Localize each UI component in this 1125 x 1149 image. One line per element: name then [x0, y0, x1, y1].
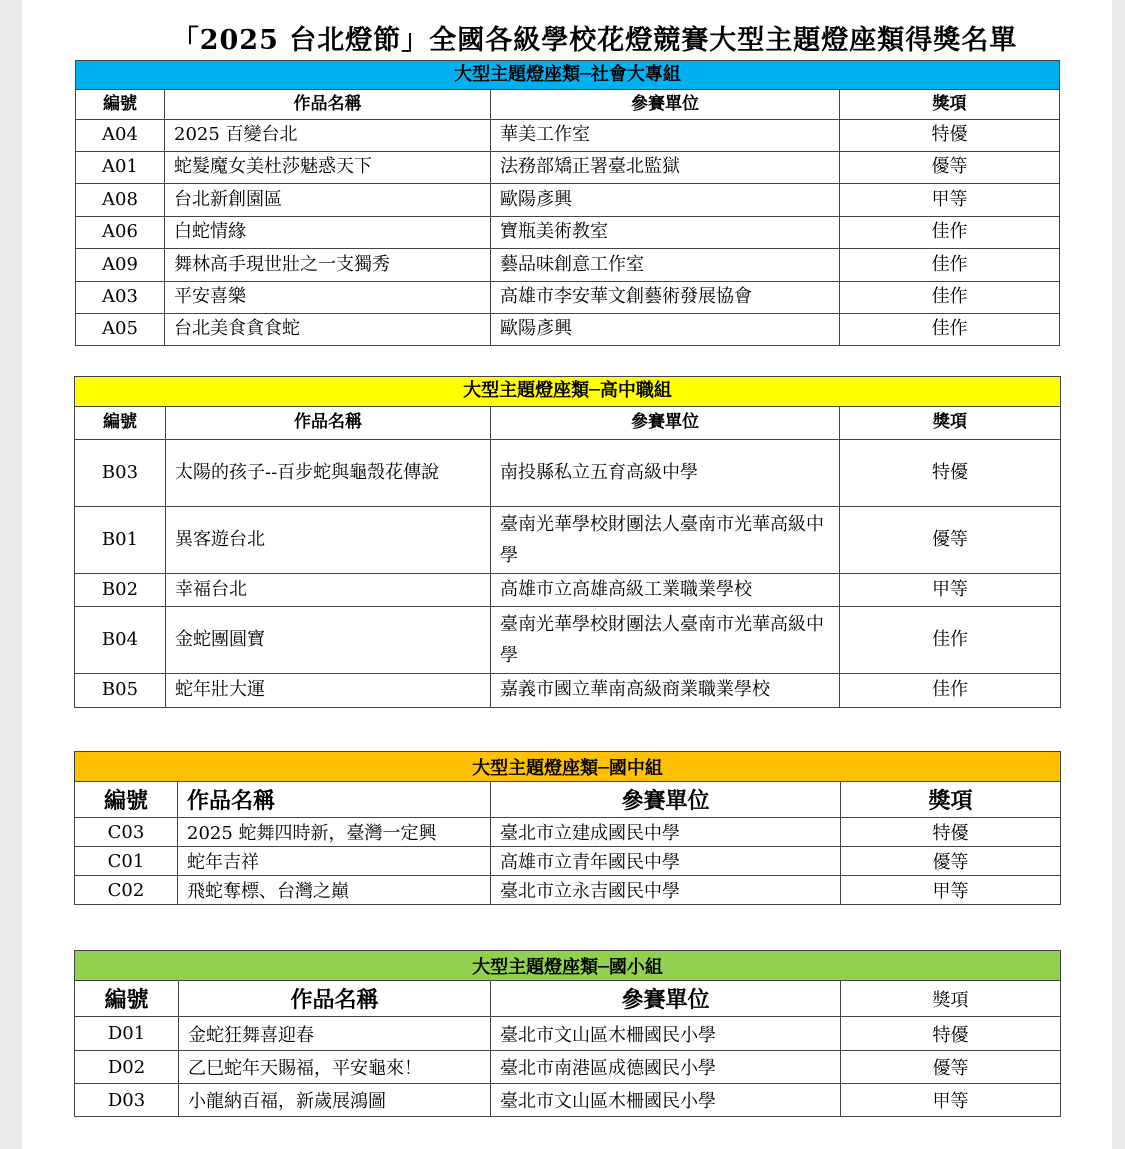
cell-award: 特優: [840, 440, 1061, 507]
cell-unit: 法務部矯正署臺北監獄: [491, 152, 840, 184]
header-unit: 參賽單位: [491, 782, 841, 818]
cell-award: 佳作: [840, 217, 1060, 249]
header-unit: 參賽單位: [491, 407, 840, 440]
cell-award: 甲等: [841, 876, 1061, 905]
header-unit: 參賽單位: [491, 981, 841, 1017]
table-row: [75, 607, 1061, 674]
cell-work: 異客遊台北: [166, 507, 491, 574]
table-row: [75, 674, 1061, 708]
table-row: [76, 249, 1060, 282]
header-work: 作品名稱: [166, 407, 491, 440]
table-row: [75, 440, 1061, 507]
group-band: 大型主題燈座類─社會大專組: [76, 61, 1060, 90]
cell-unit: 歐陽彥興: [491, 314, 840, 346]
cell-work: 飛蛇奪標、台灣之巔: [178, 876, 491, 905]
cell-award: 甲等: [841, 1084, 1061, 1117]
cell-unit: 臺南光華學校財團法人臺南市光華高級中學: [491, 507, 840, 574]
cell-code: A05: [76, 314, 165, 346]
cell-work: 乙巳蛇年天賜福，平安龜來！: [179, 1051, 491, 1084]
cell-unit: 高雄市李安華文創藝術發展協會: [491, 282, 840, 314]
table-group-b: [74, 376, 1061, 708]
cell-unit: 臺北市文山區木柵國民小學: [491, 1084, 841, 1117]
cell-code: A04: [76, 120, 165, 152]
cell-unit: 藝品味創意工作室: [491, 249, 840, 282]
cell-work: 幸福台北: [166, 574, 491, 607]
table-row: [75, 1084, 1061, 1117]
header-work: 作品名稱: [178, 782, 491, 818]
cell-code: A09: [76, 249, 165, 282]
group-band: 大型主題燈座類─高中職組: [75, 377, 1061, 407]
table-group-c: [74, 751, 1061, 905]
table-group-a: [75, 60, 1060, 346]
cell-award: 甲等: [840, 184, 1060, 217]
cell-award: 佳作: [840, 249, 1060, 282]
cell-code: D01: [75, 1017, 179, 1051]
header-code: 編號: [75, 981, 179, 1017]
cell-work: 台北新創園區: [165, 184, 491, 217]
cell-code: B04: [75, 607, 166, 674]
header-work: 作品名稱: [165, 90, 491, 120]
cell-work: 白蛇情緣: [165, 217, 491, 249]
cell-code: D03: [75, 1084, 179, 1117]
cell-unit: 歐陽彥興: [491, 184, 840, 217]
header-award: 獎項: [841, 782, 1061, 818]
header-award: 獎項: [841, 981, 1061, 1017]
cell-award: 優等: [841, 847, 1061, 876]
table-row: [76, 314, 1060, 346]
cell-code: A03: [76, 282, 165, 314]
cell-unit: 華美工作室: [491, 120, 840, 152]
cell-code: C01: [75, 847, 178, 876]
cell-award: 優等: [840, 507, 1061, 574]
table-row: [75, 818, 1061, 847]
cell-work: 平安喜樂: [165, 282, 491, 314]
cell-unit: 寶瓶美術教室: [491, 217, 840, 249]
cell-code: B03: [75, 440, 166, 507]
cell-award: 特優: [841, 1017, 1061, 1051]
table-row: [75, 1051, 1061, 1084]
cell-code: D02: [75, 1051, 179, 1084]
cell-code: A06: [76, 217, 165, 249]
header-code: 編號: [76, 90, 165, 120]
cell-unit: 臺北市立永吉國民中學: [491, 876, 841, 905]
header-code: 編號: [75, 782, 178, 818]
cell-unit: 南投縣私立五育高級中學: [491, 440, 840, 507]
cell-code: A01: [76, 152, 165, 184]
table-row: [75, 1017, 1061, 1051]
cell-work: 2025 蛇舞四時新，臺灣一定興: [178, 818, 491, 847]
table-row: [76, 217, 1060, 249]
table-row: [76, 120, 1060, 152]
cell-work: 台北美食貪食蛇: [165, 314, 491, 346]
cell-work: 金蛇狂舞喜迎春: [179, 1017, 491, 1051]
cell-code: B01: [75, 507, 166, 574]
cell-award: 佳作: [840, 607, 1061, 674]
group-band: 大型主題燈座類─國中組: [75, 752, 1061, 782]
cell-unit: 嘉義市國立華南高級商業職業學校: [491, 674, 840, 708]
cell-work: 蛇年壯大運: [166, 674, 491, 708]
cell-award: 特優: [841, 818, 1061, 847]
cell-work: 蛇年吉祥: [178, 847, 491, 876]
cell-award: 佳作: [840, 282, 1060, 314]
cell-code: C03: [75, 818, 178, 847]
cell-unit: 臺南光華學校財團法人臺南市光華高級中學: [491, 607, 840, 674]
cell-unit: 高雄市立青年國民中學: [491, 847, 841, 876]
table-row: [75, 847, 1061, 876]
table-row: [76, 184, 1060, 217]
cell-award: 優等: [841, 1051, 1061, 1084]
header-work: 作品名稱: [179, 981, 491, 1017]
cell-work: 蛇髮魔女美杜莎魅惑天下: [165, 152, 491, 184]
table-row: [75, 574, 1061, 607]
cell-unit: 臺北市文山區木柵國民小學: [491, 1017, 841, 1051]
table-row: [76, 152, 1060, 184]
group-band: 大型主題燈座類─國小組: [75, 951, 1061, 981]
table-group-d: [74, 950, 1061, 1117]
cell-award: 佳作: [840, 674, 1061, 708]
cell-award: 優等: [840, 152, 1060, 184]
cell-award: 甲等: [840, 574, 1061, 607]
viewer-gutter: [1112, 0, 1125, 1149]
table-row: [75, 876, 1061, 905]
table-row: [75, 507, 1061, 574]
cell-unit: 高雄市立高雄高級工業職業學校: [491, 574, 840, 607]
header-code: 編號: [75, 407, 166, 440]
cell-code: B05: [75, 674, 166, 708]
table-row: [76, 282, 1060, 314]
cell-unit: 臺北市南港區成德國民小學: [491, 1051, 841, 1084]
header-award: 獎項: [840, 90, 1060, 120]
cell-work: 太陽的孩子--百步蛇與龜殼花傳說: [166, 440, 491, 507]
cell-unit: 臺北市立建成國民中學: [491, 818, 841, 847]
header-award: 獎項: [840, 407, 1061, 440]
cell-code: A08: [76, 184, 165, 217]
cell-work: 金蛇團圓寶: [166, 607, 491, 674]
cell-award: 佳作: [840, 314, 1060, 346]
cell-code: C02: [75, 876, 178, 905]
cell-code: B02: [75, 574, 166, 607]
cell-award: 特優: [840, 120, 1060, 152]
page-title: 「2025 台北燈節」全國各級學校花燈競賽大型主題燈座類得獎名單: [171, 25, 1018, 56]
header-unit: 參賽單位: [491, 90, 840, 120]
cell-work: 舞林高手現世壯之一支獨秀: [165, 249, 491, 282]
cell-work: 2025 百變台北: [165, 120, 491, 152]
cell-work: 小龍納百福，新歲展鴻圖: [179, 1084, 491, 1117]
